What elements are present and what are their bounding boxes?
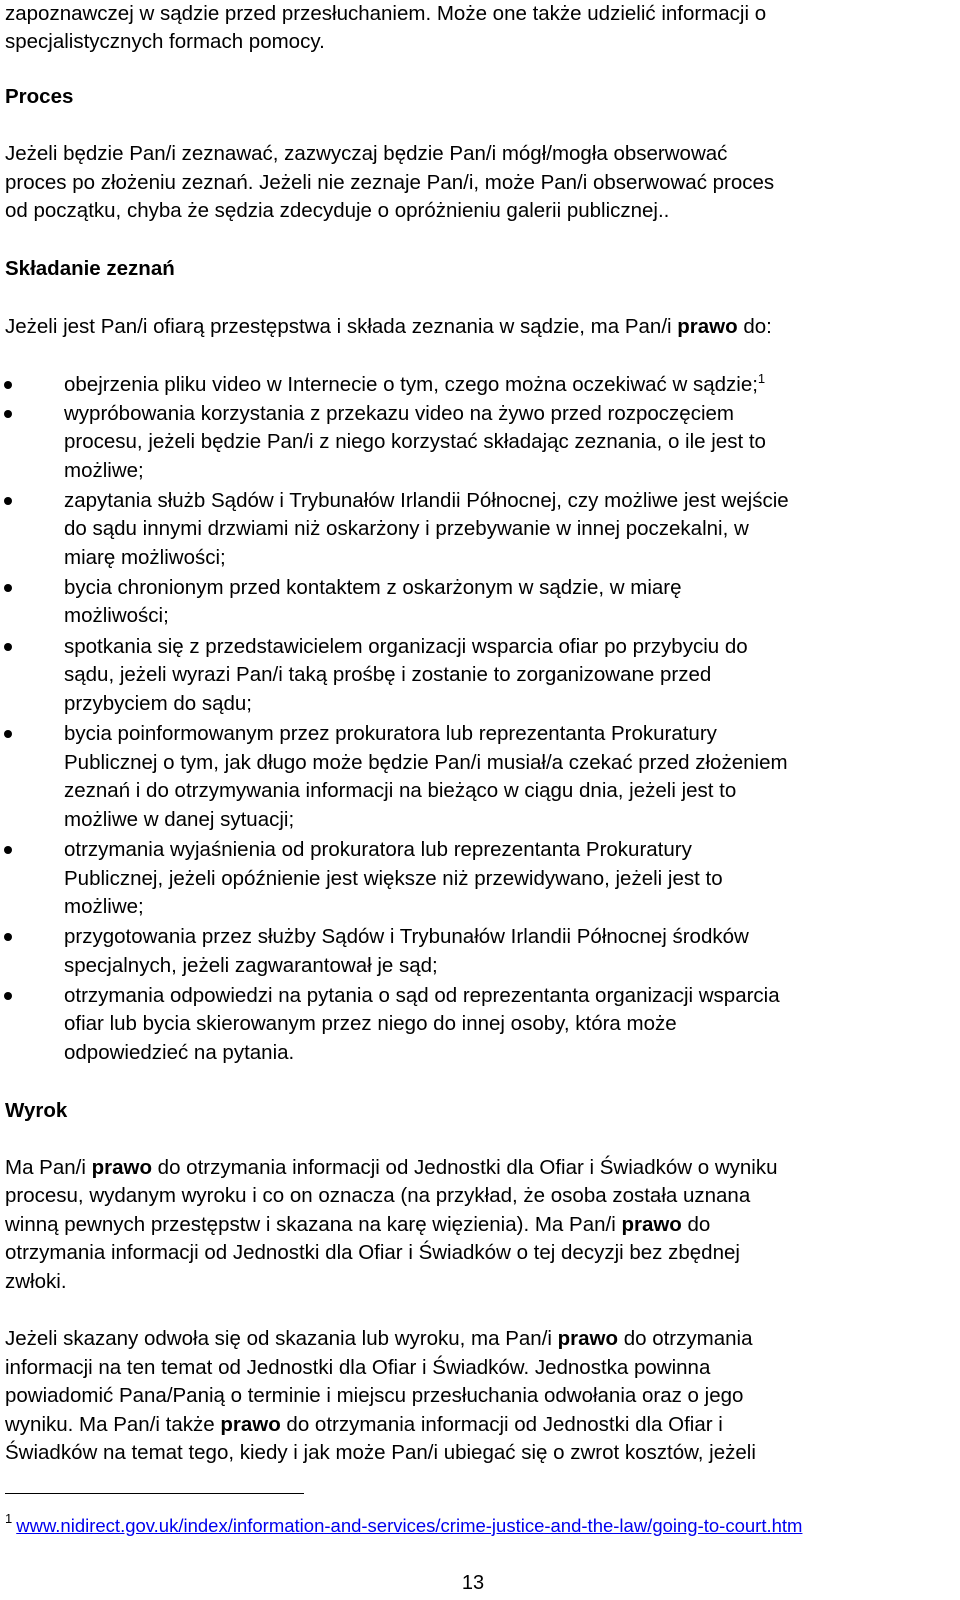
- bullet-icon: [4, 410, 12, 418]
- paragraph-line: Świadków na temat tego, kiedy i jak może Pan/i ubiegać się o zwrot kosztów, jeżeli: [5, 1441, 756, 1464]
- bullet-icon: [4, 846, 12, 854]
- list-item-line: sądu, jeżeli wyrazi Pan/i taką prośbę i zostanie to zorganizowane przed: [64, 663, 712, 686]
- list-item-line: możliwe w danej sytuacji;: [64, 808, 295, 831]
- text-span: winną pewnych przestępstw i skazana na karę więzienia). Ma Pan/i: [5, 1213, 622, 1236]
- text-span: do:: [737, 315, 772, 338]
- list-item-line: zeznań i do otrzymywania informacji na bieżąco w ciągu dnia, jeżeli jest to: [64, 779, 737, 802]
- section-heading-wyrok: Wyrok: [5, 1099, 68, 1122]
- paragraph-line: powiadomić Pana/Panią o terminie i miejscu przesłuchania odwołania oraz o jego: [5, 1384, 744, 1407]
- list-item-line: zapytania służb Sądów i Trybunałów Irlandii Północnej, czy możliwe jest wejście: [64, 489, 789, 512]
- bullet-icon: [4, 381, 12, 389]
- bullet-icon: [4, 584, 12, 592]
- text-span: do otrzymania informacji od Jednostki dla Ofiar i Świadków o wyniku: [151, 1156, 778, 1179]
- paragraph-line: zwłoki.: [5, 1270, 67, 1293]
- text-span: do otrzymania: [618, 1327, 753, 1350]
- paragraph-line: zapoznawczej w sądzie przed przesłuchaniem. Może one także udzielić informacji o: [5, 2, 767, 25]
- text-span: Jeżeli jest Pan/i ofiarą przestępstwa i składa zeznania w sądzie, ma Pan/i: [5, 315, 678, 338]
- paragraph-line: Jeżeli będzie Pan/i zeznawać, zazwyczaj będzie Pan/i mógł/mogła obserwować: [5, 142, 728, 165]
- footnote-link[interactable]: www.nidirect.gov.uk/index/information-and-services/crime-justice-and-the-law/going-to-court.htm: [16, 1515, 803, 1536]
- bullet-icon: [4, 992, 12, 1000]
- list-item-line: otrzymania odpowiedzi na pytania o sąd od reprezentanta organizacji wsparcia: [64, 984, 780, 1007]
- list-item-line: Publicznej o tym, jak długo może będzie Pan/i musiał/a czekać przed złożeniem: [64, 751, 788, 774]
- list-item-line: odpowiedzieć na pytania.: [64, 1041, 295, 1064]
- list-item-line: możliwe;: [64, 459, 144, 482]
- text-span: Ma Pan/i: [5, 1156, 92, 1179]
- footnote-ref-link[interactable]: 1: [757, 371, 766, 386]
- paragraph-line: [5, 1154, 778, 1182]
- bold-right-word: prawo: [677, 315, 738, 338]
- text-span: wyniku. Ma Pan/i także: [5, 1413, 221, 1436]
- list-item-line: ofiar lub bycia skierowanym przez niego do innej osoby, która może: [64, 1012, 677, 1035]
- paragraph-line: informacji na ten temat od Jednostki dla Ofiar i Świadków. Jednostka powinna: [5, 1356, 711, 1379]
- list-item-line: [64, 371, 765, 399]
- footnote-separator: [5, 1493, 304, 1494]
- bullet-icon: [4, 730, 12, 738]
- list-item-line: bycia poinformowanym przez prokuratora lub reprezentanta Prokuratury: [64, 722, 717, 745]
- paragraph-line: proces po złożeniu zeznań. Jeżeli nie zeznaje Pan/i, może Pan/i obserwować proces: [5, 171, 775, 194]
- paragraph-line: otrzymania informacji od Jednostki dla Ofiar i Świadków o tej decyzji bez zbędnej: [5, 1241, 740, 1264]
- footnote: [5, 1511, 803, 1540]
- paragraph-line: od początku, chyba że sędzia zdecyduje o opróżnieniu galerii publicznej..: [5, 199, 670, 222]
- list-item-line: wypróbowania korzystania z przekazu video na żywo przed rozpoczęciem: [64, 402, 734, 425]
- section-heading-skladanie: Składanie zeznań: [5, 257, 175, 280]
- page-number: 13: [461, 1572, 485, 1594]
- list-item-line: przygotowania przez służby Sądów i Trybunałów Irlandii Północnej środków: [64, 925, 749, 948]
- bullet-icon: [4, 933, 12, 941]
- paragraph-line: procesu, wydanym wyroku i co on oznacza (na przykład, że osoba została uznana: [5, 1184, 751, 1207]
- text-span: do: [681, 1213, 711, 1236]
- list-item-line: specjalnych, jeżeli zagwarantował je sąd;: [64, 954, 438, 977]
- bold-right-word: prawo: [220, 1413, 281, 1436]
- footnote-mark: 1: [5, 1511, 13, 1526]
- bullet-icon: [4, 643, 12, 651]
- bold-right-word: prawo: [557, 1327, 619, 1350]
- text-span: Jeżeli skazany odwoła się od skazania lub wyroku, ma Pan/i: [5, 1327, 558, 1350]
- paragraph-line: [5, 313, 772, 341]
- bold-right-word: prawo: [91, 1156, 152, 1179]
- list-item-line: bycia chronionym przed kontaktem z oskarżonym w sądzie, w miarę: [64, 576, 682, 599]
- list-item-line: otrzymania wyjaśnienia od prokuratora lub reprezentanta Prokuratury: [64, 838, 692, 861]
- paragraph-line: [5, 1325, 752, 1353]
- paragraph-line: specjalistycznych formach pomocy.: [5, 30, 325, 53]
- list-item-line: do sądu innymi drzwiami niż oskarżony i przebywanie w innej poczekalni, w: [64, 517, 749, 540]
- paragraph-line: [5, 1411, 723, 1439]
- list-item-line: miarę możliwości;: [64, 546, 226, 569]
- bullet-icon: [4, 497, 12, 505]
- list-item-line: procesu, jeżeli będzie Pan/i z niego korzystać składając zeznania, o ile jest to: [64, 430, 766, 453]
- list-item-line: możliwości;: [64, 604, 169, 627]
- list-item-line: przybyciem do sądu;: [64, 692, 253, 715]
- text-span: do otrzymania informacji od Jednostki dla Ofiar i: [280, 1413, 723, 1436]
- list-item-line: możliwe;: [64, 895, 144, 918]
- paragraph-line: [5, 1211, 710, 1239]
- list-item-line: Publicznej, jeżeli opóźnienie jest większe niż przewidywano, jeżeli jest to: [64, 867, 723, 890]
- list-item-line: spotkania się z przedstawicielem organizacji wsparcia ofiar po przybyciu do: [64, 635, 748, 658]
- section-heading-proces: Proces: [5, 85, 74, 108]
- bold-right-word: prawo: [621, 1213, 682, 1236]
- text-span: obejrzenia pliku video w Internecie o tym, czego można oczekiwać w sądzie;: [64, 373, 758, 396]
